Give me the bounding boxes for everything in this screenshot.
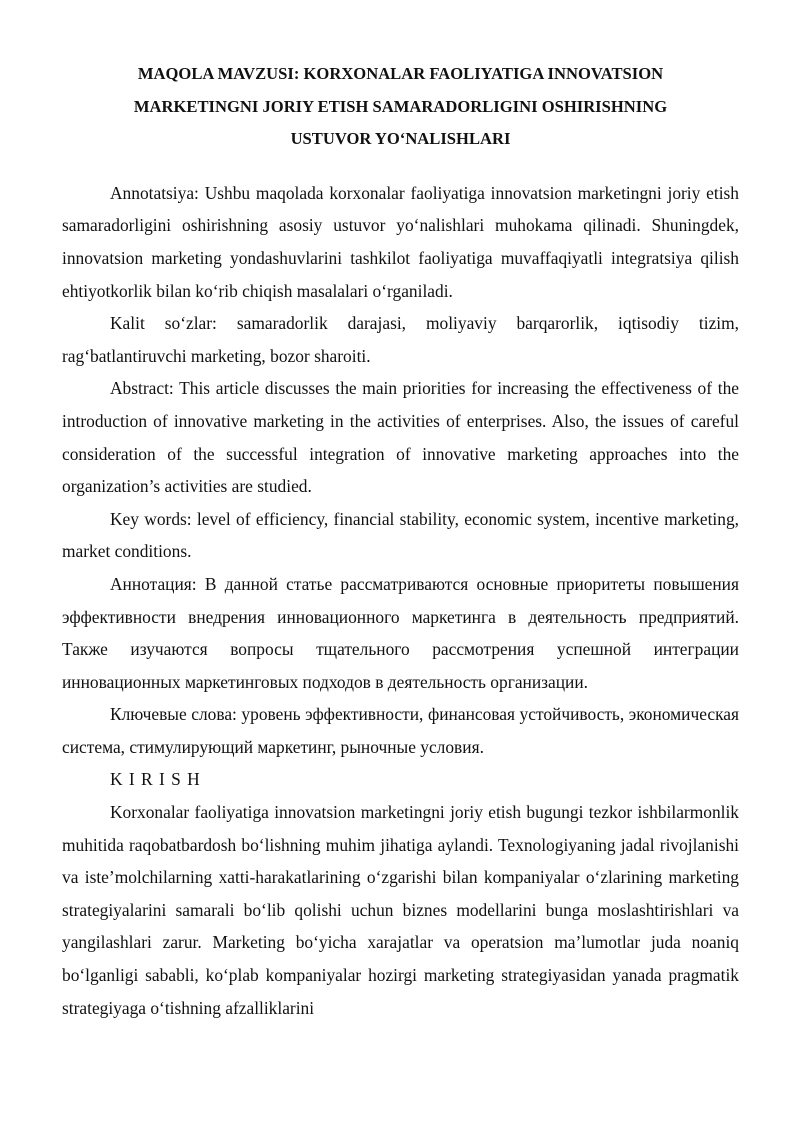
document-page <box>62 58 739 1024</box>
annotation-russian: Аннотация: В данной статье рассматриваются основные приоритеты повышения эффективности внедрения инновационного маркетинга в деятельность предприятий. Также изучаются вопросы тщательного рассмотрения успешной интеграции инновационных маркетинговых подходов в деятельность организации. <box>62 573 739 692</box>
abstract-english: Abstract: This article discusses the main priorities for increasing the effectiveness of the introduction of innovative marketing in the activities of enterprises. Also, the issues of careful consideration of the successful integration of innovative marketing approaches into the organization’s activities are studied. <box>62 378 739 497</box>
article-title-line: MARKETINGNI JORIY ETISH SAMARADORLIGINI OSHIRISHNING <box>133 96 668 116</box>
annotation-uzbek: Annotatsiya: Ushbu maqolada korxonalar faoliyatiga innovatsion marketingni joriy etish samaradorligini oshirishning asosiy ustuvor yo‘nalishlari muhokama qilinadi. Shuningdek, innovatsion marketing yondashuvlarini tashkilot faoliyatiga muvaffaqiyatli integratsiya qilish ehtiyotkorlik bilan ko‘rib chiqish masalalari o‘rganiladi. <box>62 182 739 301</box>
introduction-paragraph: Korxonalar faoliyatiga innovatsion marketingni joriy etish bugungi tezkor ishbilarmonlik muhitida raqobatbardosh bo‘lishning muhim jihatiga aylandi. Texnologiyaning jadal rivojlanishi va iste’molchilarning xatti-harakatlarining o‘zgarishi bilan kompaniyalar o‘zlarining marketing strategiyalarini samarali bo‘lib qolishi uchun biznes modellarini bunga moslashtirishlari va yangilashlari zarur. Marketing bo‘yicha xarajatlar va operatsion ma’lumotlar juda noaniq bo‘lganligi sababli, ko‘plab kompaniyalar hozirgi marketing strategiyasidan yanada pragmatik strategiyaga o‘tishning afzalliklarini <box>62 802 739 1018</box>
keywords-uzbek: Kalit so‘zlar: samaradorlik darajasi, moliyaviy barqarorlik, iqtisodiy tizim, rag‘batlantiruvchi marketing, bozor sharoiti. <box>62 313 739 366</box>
keywords-english: Key words: level of efficiency, financial stability, economic system, incentive marketing, market conditions. <box>62 508 739 562</box>
article-title-line: MAQOLA MAVZUSI: KORXONALAR FAOLIYATIGA INNOVATSION <box>137 64 664 83</box>
keywords-russian: Ключевые слова: уровень эффективности, финансовая устойчивость, экономическая система, стимулирующий маркетинг, рыночные условия. <box>62 704 739 757</box>
article-title <box>62 58 739 156</box>
article-title-line: USTUVOR YO‘NALISHLARI <box>290 129 511 149</box>
introduction-heading: K I R I S H <box>110 769 201 790</box>
